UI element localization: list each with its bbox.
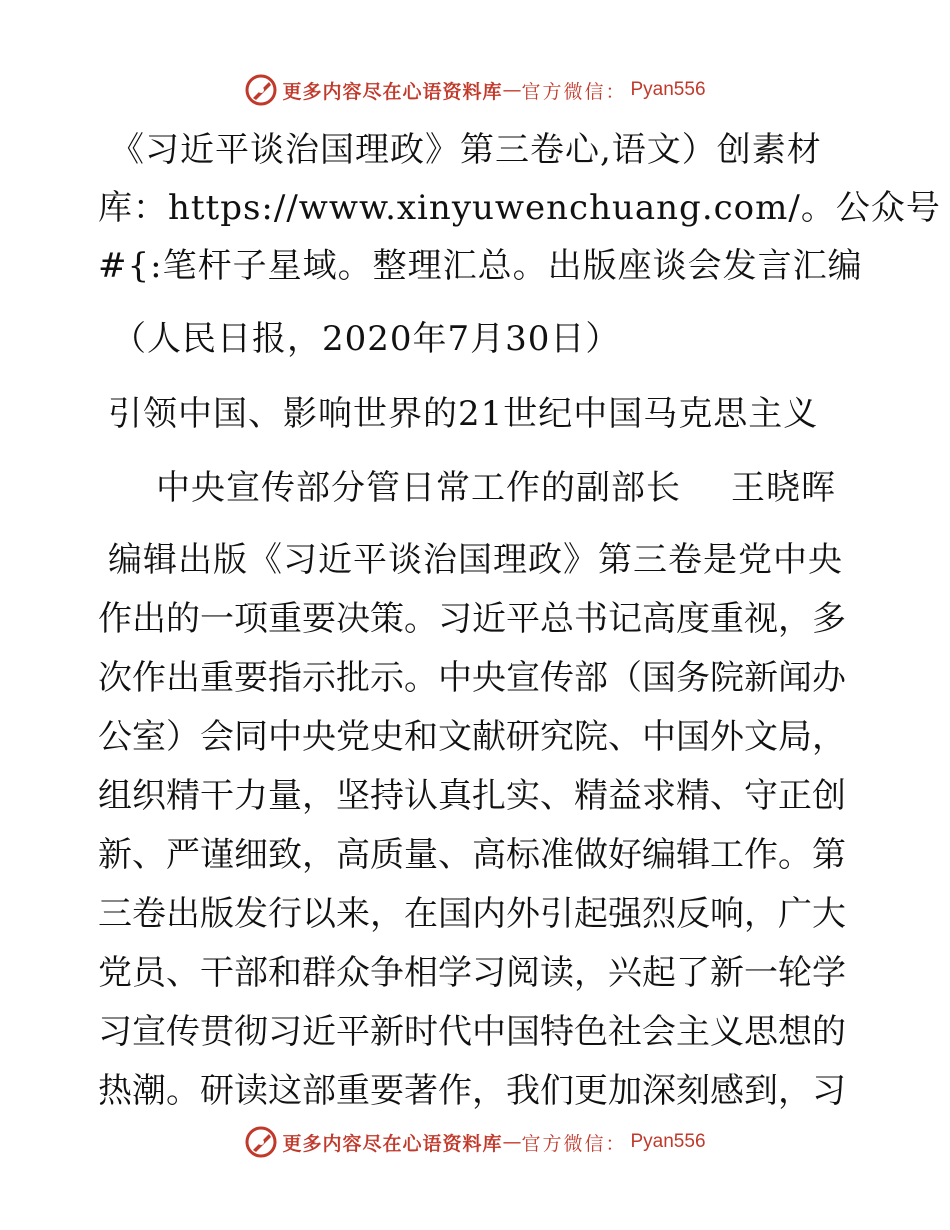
- intro-line: 库：https://www.xinyuwenchuang.com/。公众号: [98, 188, 941, 228]
- quill-logo-icon: [244, 1125, 278, 1159]
- watermark-official-label: 官方微信：: [521, 80, 627, 103]
- intro-line: #{:笔杆子星域。整理汇总。出版座谈会发言汇编: [98, 246, 863, 286]
- body-line: 党员、干部和群众争相学习阅读，兴起了新一轮学: [98, 953, 846, 993]
- body-line: 三卷出版发行以来，在国内外引起强烈反响，广大: [98, 894, 846, 934]
- body-line: 次作出重要指示批示。中央宣传部（国务院新闻办: [98, 658, 846, 698]
- watermark-text: 更多内容尽在心语资料库: [282, 1132, 503, 1155]
- footer-watermark: [0, 1122, 950, 1162]
- quill-logo-icon: [244, 73, 278, 107]
- body-line: 编辑出版《习近平谈治国理政》第三卷是党中央: [108, 540, 843, 580]
- body-line: 组织精干力量，坚持认真扎实、精益求精、守正创: [98, 776, 846, 816]
- source-line: （人民日报，2020年7月30日）: [112, 319, 621, 359]
- watermark-wechat-id: Pyan556: [630, 1131, 706, 1152]
- watermark-dash: —: [502, 79, 522, 101]
- body-line: 热潮。研读这部重要著作，我们更加深刻感到，习: [98, 1071, 846, 1111]
- watermark-wechat-id: Pyan556: [630, 79, 706, 100]
- byline-position: 中央宣传部分管日常工作的副部长: [156, 468, 681, 508]
- body-line: 公室）会同中央党史和文献研究院、中国外文局，: [98, 717, 846, 757]
- byline-name: 王晓晖: [731, 468, 836, 508]
- watermark-dash: —: [502, 1131, 522, 1153]
- body-line: 作出的一项重要决策。习近平总书记高度重视，多: [98, 599, 846, 639]
- article-title: 引领中国、影响世界的21世纪中国马克思主义: [108, 394, 819, 434]
- intro-line: 《习近平谈治国理政》第三卷心,语文）创素材: [110, 130, 822, 170]
- watermark-text: 更多内容尽在心语资料库: [282, 80, 503, 103]
- byline: [156, 466, 950, 510]
- body-line: 新、严谨细致，高质量、高标准做好编辑工作。第: [98, 835, 846, 875]
- header-watermark: [0, 70, 950, 110]
- body-line: 习宣传贯彻习近平新时代中国特色社会主义思想的: [98, 1012, 846, 1052]
- watermark-official-label: 官方微信：: [521, 1132, 627, 1155]
